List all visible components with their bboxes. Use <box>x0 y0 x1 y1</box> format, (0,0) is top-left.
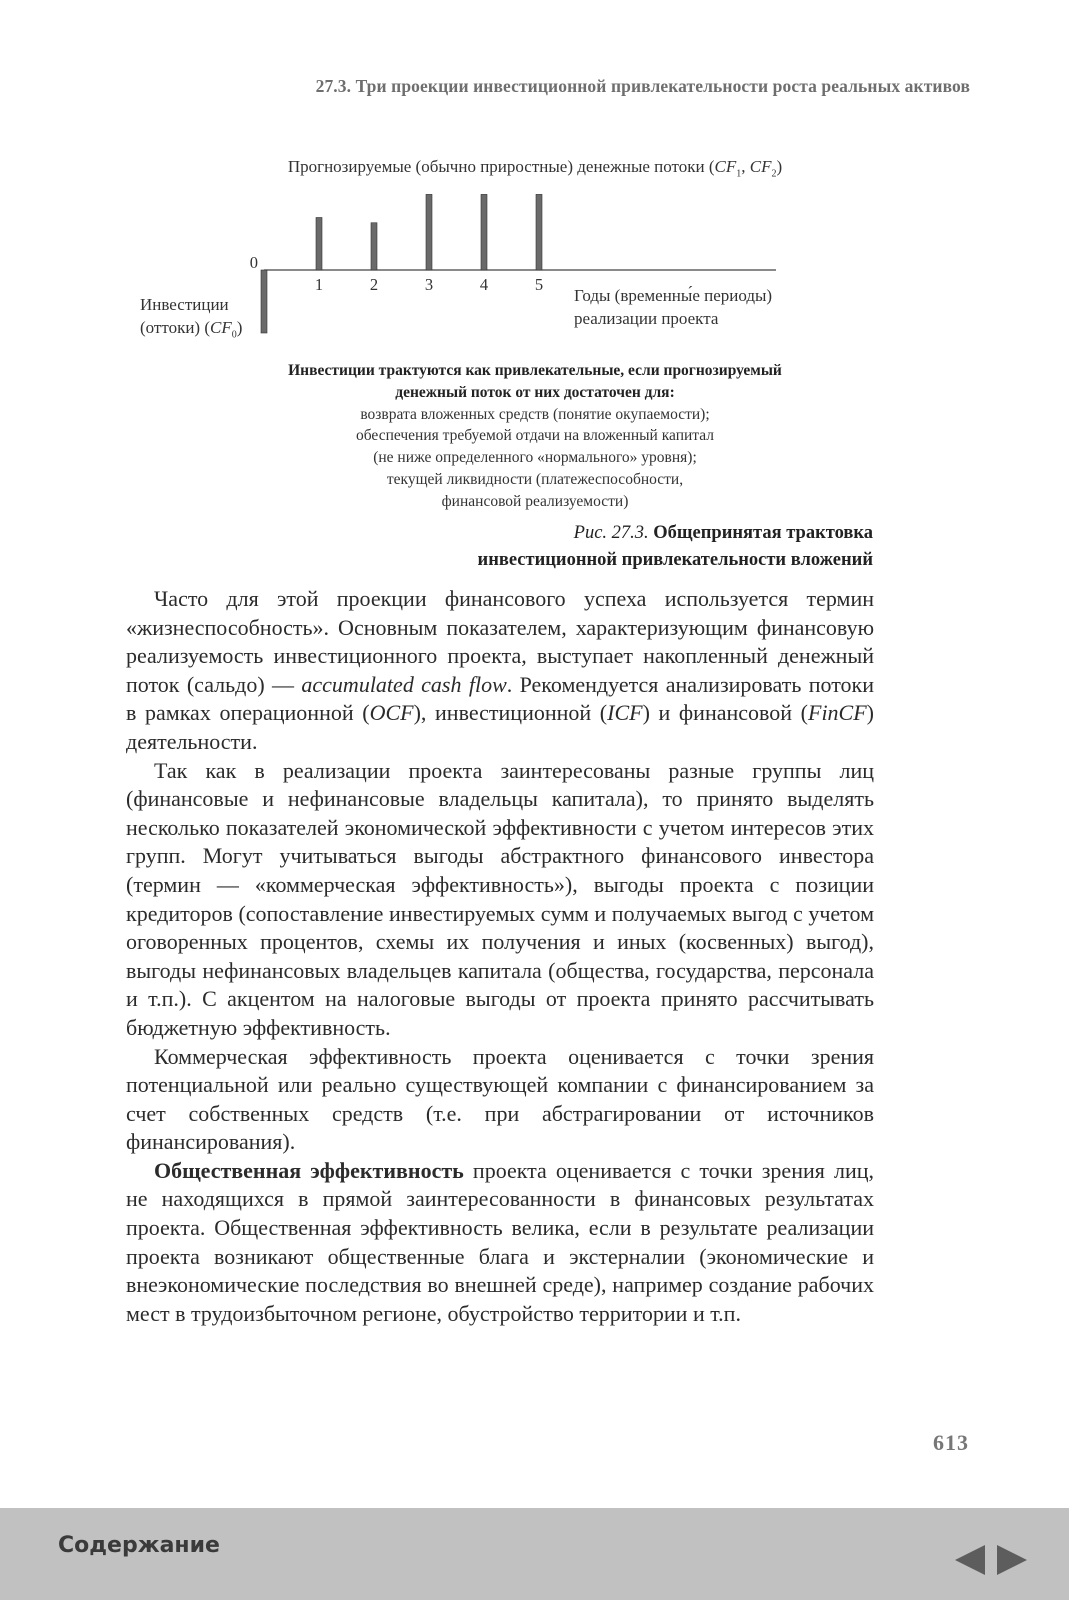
figure-title: Прогнозируемые (обычно приростные) денежные потоки ($CF_1$, $CF_2$) <box>287 157 783 180</box>
years-axis-label: Годы (временны́е периоды) реализации проекта <box>574 286 773 328</box>
cash-flow-bar <box>536 194 542 270</box>
note-line: возврата вложенных средств (понятие окупаемости); <box>360 405 710 423</box>
cash-flow-bar <box>426 194 432 270</box>
paragraph: Так как в реализации проекта заинтересованы разные группы лиц (финансовые и нефинансовые владельцы капитала), то принято выделять несколько показателей экономической эффективности с учетом интересов этих групп. Могут учитываться выгоды абстрактного финансового инвестора (термин — «коммерческая эффективность»), выгоды проекта с позиции кредиторов (сопоставление инвестируемых сумм и получаемых выгод с учетом оговоренных процентов, схемы их получения и иных (косвенных) выгод), выгоды нефинансовых владельцев капитала (общества, государства, персонала и т.п.). С акцентом на налоговые выгоды от проекта принято рассчитывать бюджетную эффективность. <box>126 757 874 1040</box>
paragraph: Часто для этой проекции финансового успеха используется термин «жизнеспособность». Основным показателем, характеризующим финансовую реализуемость инвестиционного проекта, выступает накопленный денежный поток (сальдо) — accumulated cash flow. Рекомендуется анализировать потоки в рамках операционной (OCF), инвестиционной (ICF) и финансовой (FinCF) деятельности. <box>126 586 874 754</box>
figure-caption: Рис. 27.3. Общепринятая трактовка инвестиционной привлекательности вложений <box>477 523 873 570</box>
cash-flow-bar <box>316 218 322 271</box>
year-tick-label: 5 <box>534 275 544 294</box>
investments-label: Инвестиции (оттоки) $(CF_0)$ <box>140 295 243 341</box>
zero-tick-label: 0 <box>249 253 258 272</box>
note-line: обеспечения требуемой отдачи на вложенный капитал <box>356 427 714 445</box>
footer-bar <box>0 1508 1069 1600</box>
note-line: (не ниже определенного «нормального» уровня); <box>373 449 697 467</box>
running-header: 27.3. Три проекции инвестиционной привлекательности роста реальных активов <box>315 76 970 96</box>
main-text <box>126 585 874 1328</box>
cash-flow-bar <box>481 194 487 270</box>
paragraph: Общественная эффективность проекта оценивается с точки зрения лиц, не находящихся в прямой заинтересованности в финансовых результатах проекта. Общественная эффективность велика, если в результате реализации проекта возникают общественные блага и экстерналии (экономические и внеэкономические последствия во внешней среде), например создание рабочих мест в трудоизбыточном регионе, обустройство территории и т.п. <box>126 1157 874 1326</box>
figure-note: Инвестиции трактуются как привлекательные, если прогнозируемый денежный поток от них достаточен для: возврата вложенных средств (понятие окупаемости); обеспечения требуемой отдачи на вложенный капитал (не ниже определенного «нормального» уровня); текущей ликвидности (платежеспособности, финансовой реализуемости) <box>200 360 870 513</box>
cash-flow-bar <box>261 270 267 333</box>
note-line: финансовой реализуемости) <box>441 492 629 510</box>
paragraph: Коммерческая эффективность проекта оценивается с точки зрения потенциальной или реально существующей компании с финансированием за счет собственных средств (т.е. при абстрагировании от источников финансирования). <box>126 1043 874 1155</box>
arrow-left-icon[interactable] <box>955 1545 985 1575</box>
cash-flow-bar <box>371 223 377 270</box>
year-tick-label: 2 <box>369 275 379 294</box>
page-number: 613 <box>933 1430 969 1455</box>
year-tick-label: 3 <box>424 275 434 294</box>
year-tick-label: 1 <box>314 275 324 294</box>
contents-link[interactable]: Содержание <box>58 1533 220 1558</box>
year-tick-label: 4 <box>479 275 489 294</box>
arrow-right-icon[interactable] <box>997 1545 1027 1575</box>
note-line: текущей ликвидности (платежеспособности, <box>386 470 684 488</box>
